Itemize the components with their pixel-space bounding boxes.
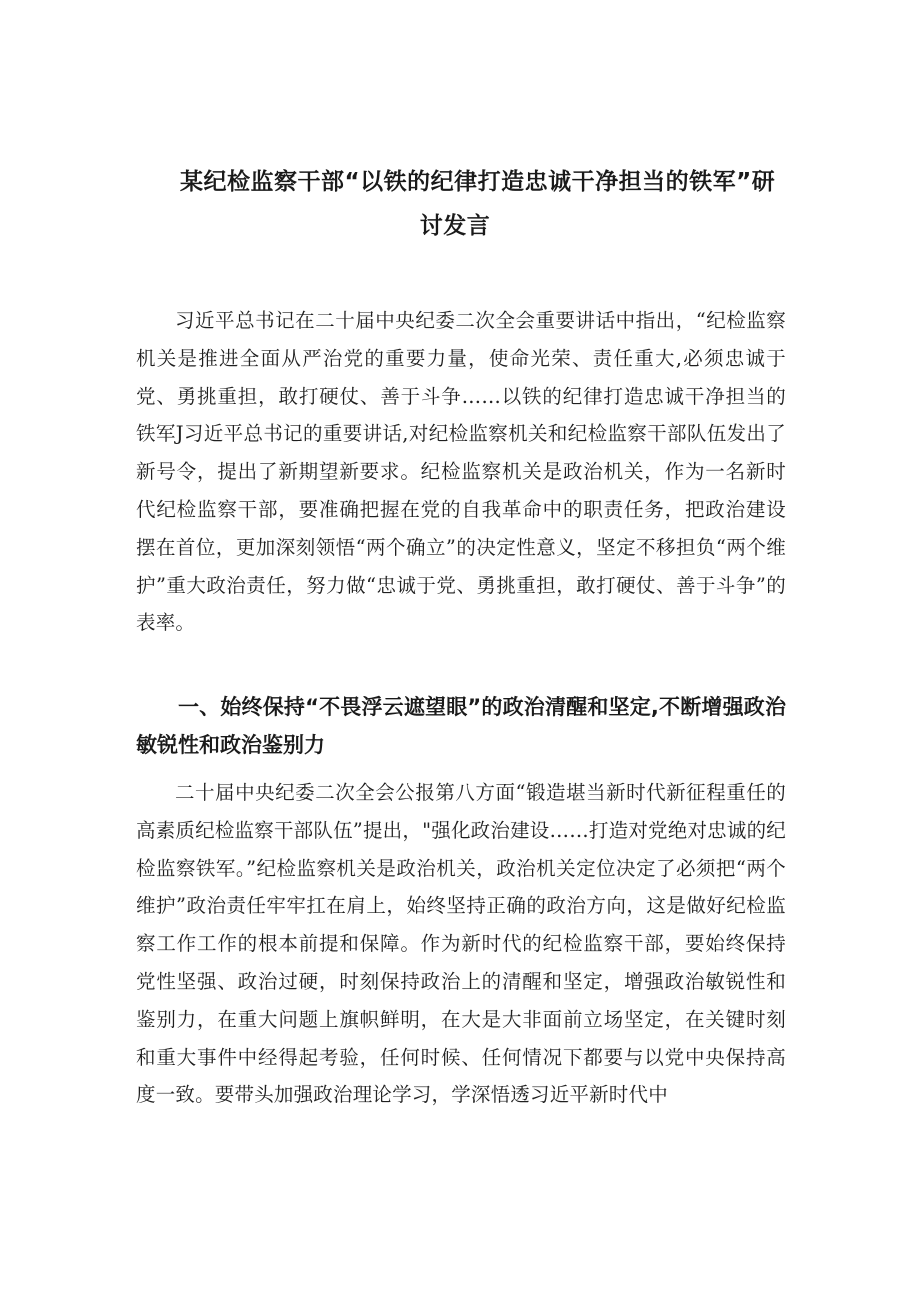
body-paragraph-1: 习近平总书记在二十届中央纪委二次全会重要讲话中指出，“纪检监察机关是推进全面从严治党的重要力量，使命光荣、责任重大,必须忠诚于党、勇挑重担，敢打硬仗、善于斗争……以铁的纪律打造忠诚干净担当的铁军J习近平总书记的重要讲话,对纪检监察机关和纪检监察干部队伍发出了新号令，提出了新期望新要求。纪检监察机关是政治机关，作为一名新时代纪检监察干部，要准确把握在党的自我革命中的职责任务，把政治建设摆在首位，更加深刻领悟“两个确立”的决定性意义，坚定不移担负“两个维护”重大政治责任，努力做“忠诚于党、勇挑重担，敢打硬仗、善于斗争”的表率。 xyxy=(136,309,786,635)
body-paragraph-2: 二十届中央纪委二次全会公报第八方面“锻造堪当新时代新征程重任的高素质纪检监察干部队伍”提出，"强化政治建设……打造对党绝对忠诚的纪检监察铁军。”纪检监察机关是政治机关，政治机关定位决定了必须把“两个维护”政治责任牢牢扛在肩上，始终坚持正确的政治方向，这是做好纪检监察工作工作的根本前提和保障。作为新时代的纪检监察干部，要始终保持党性坚强、政治过硬，时刻保持政治上的清醒和坚定，增强政治敏锐性和鉴别力，在重大问题上旗帜鲜明，在大是大非面前立场坚定，在关键时刻和重大事件中经得起考验，任何时候、任何情况下都要与以党中央保持高度一致。要带头加强政治理论学习，学深悟透习近平新时代中 xyxy=(136,781,786,1107)
title-line-1: 某纪检监察干部“以铁的纪律打造忠诚干净担当的铁军”研 xyxy=(180,169,776,195)
document-title xyxy=(150,160,800,248)
section-heading-1: 一、始终保持“不畏浮云遮望眼”的政治清醒和坚定,不断增强政治敏锐性和政治鉴别力 xyxy=(136,695,786,757)
title-line-2: 讨发言 xyxy=(419,213,491,239)
